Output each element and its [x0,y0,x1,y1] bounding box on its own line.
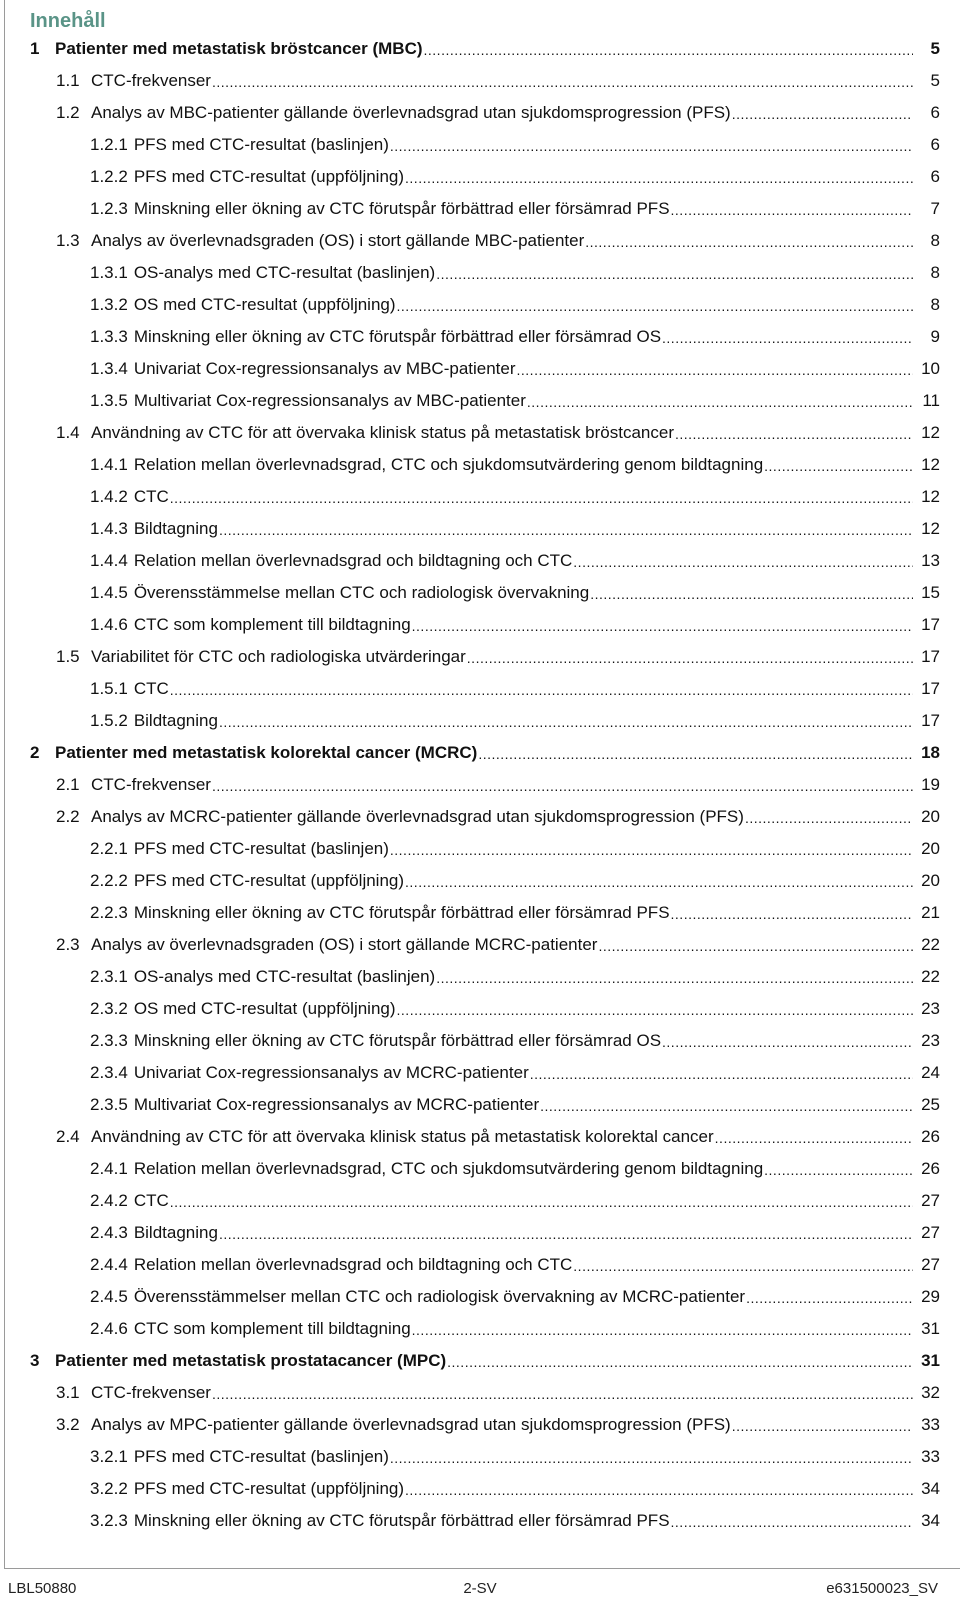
footer-page-number: 2-SV [463,1580,497,1597]
toc-entry-page: 23 [921,999,940,1018]
toc-entry-number: 1.3.5 [90,391,128,410]
dot-leader [170,1185,913,1217]
toc-entry-page: 8 [930,295,940,314]
toc-entry-page: 19 [921,775,940,794]
dot-leader [746,1281,913,1313]
toc-entry-title: Användning av CTC för att övervaka klinisk status på metastatisk bröstcancer [91,423,674,442]
toc-entry-number: 1.4 [56,423,80,442]
toc-entry-number: 2.1 [56,775,80,794]
toc-entry-page: 6 [930,135,940,154]
toc-entry-page: 17 [921,679,940,698]
toc-entry-title: PFS med CTC-resultat (baslinjen) [133,135,389,154]
toc-entry-page: 17 [921,647,940,666]
toc-entry[interactable] [0,1217,960,1249]
toc-entry-title: CTC [133,679,169,698]
toc-entry-number: 2.3.1 [90,967,128,986]
dot-leader [573,545,913,577]
toc-entry-number: 1.2 [56,103,80,122]
dot-leader [598,929,913,961]
toc-entry[interactable] [0,705,960,737]
dot-leader [219,705,913,737]
toc-entry[interactable] [0,609,960,641]
toc-entry-number: 1.3 [56,231,80,250]
toc-entry-title: Relation mellan överlevnadsgrad, CTC och sjukdomsutvärdering genom bildtagning [133,1159,764,1178]
toc-entry-number: 2.4.2 [90,1191,128,1210]
toc-entry-number: 1.5.2 [90,711,128,730]
dot-leader [732,97,913,129]
toc-entry-page: 6 [930,103,940,122]
toc-entry-page: 23 [921,1031,940,1050]
toc-entry-number: 2.3 [56,935,80,954]
toc-entry-title: Bildtagning [133,711,218,730]
footer-document-code: LBL50880 [8,1580,77,1597]
toc-entry-title: Analys av MBC-patienter gällande överlevnadsgrad utan sjukdomsprogression (PFS) [91,103,731,122]
dot-leader [478,737,913,769]
toc-entry[interactable] [0,1473,960,1505]
toc-entry-title: Minskning eller ökning av CTC förutspår förbättrad eller försämrad PFS [133,199,670,218]
toc-entry-title: Minskning eller ökning av CTC förutspår förbättrad eller försämrad OS [133,327,662,346]
dot-leader [585,225,913,257]
toc-entry-number: 2.4.1 [90,1159,128,1178]
dot-leader [390,129,913,161]
toc-entry-number: 1.4.3 [90,519,128,538]
toc-entry-number: 1.1 [56,71,80,90]
dot-leader [527,385,913,417]
toc-entry[interactable] [0,545,960,577]
toc-entry-title: Patienter med metastatisk bröstcancer (MBC) [55,39,423,58]
toc-entry-title: Univariat Cox-regressionsanalys av MBC-patienter [133,359,516,378]
dot-leader [405,161,913,193]
toc-entry-number: 2.3.2 [90,999,128,1018]
toc-entry-page: 31 [921,1319,940,1338]
toc-entry[interactable] [0,961,960,993]
toc-entry-title: CTC [133,1191,169,1210]
toc-entry-page: 12 [921,455,940,474]
toc-entry[interactable] [0,65,960,97]
toc-entry[interactable] [0,225,960,257]
toc-entry-title: CTC [133,487,169,506]
toc-entry-number: 2.2.3 [90,903,128,922]
toc-entry-page: 6 [930,167,940,186]
dot-leader [212,769,913,801]
toc-entry-number: 1.3.4 [90,359,128,378]
toc-entry[interactable] [0,193,960,225]
toc-entry-number: 3 [30,1351,40,1370]
toc-entry-number: 1.4.4 [90,551,128,570]
toc-entry-page: 26 [921,1159,940,1178]
toc-entry-number: 1.3.1 [90,263,128,282]
toc-entry[interactable] [0,1345,960,1377]
dot-leader [517,353,913,385]
toc-entry-number: 2.4.6 [90,1319,128,1338]
toc-entry-page: 15 [921,583,940,602]
toc-entry[interactable] [0,577,960,609]
toc-entry[interactable] [0,1057,960,1089]
dot-leader [662,321,913,353]
toc-entry-number: 2.3.4 [90,1063,128,1082]
toc-entry-title: Univariat Cox-regressionsanalys av MCRC-patienter [133,1063,529,1082]
dot-leader [662,1025,913,1057]
toc-entry-page: 31 [921,1351,940,1370]
dot-leader [764,1153,913,1185]
toc-entry-number: 2.2.1 [90,839,128,858]
toc-entry-title: Minskning eller ökning av CTC förutspår förbättrad eller försämrad PFS [133,1511,670,1530]
toc-entry-number: 3.2.1 [90,1447,128,1466]
toc-entry-number: 1.2.3 [90,199,128,218]
toc-entry-page: 26 [921,1127,940,1146]
toc-entry-title: Analys av överlevnadsgraden (OS) i stort gällande MCRC-patienter [91,935,598,954]
toc-entry-number: 3.1 [56,1383,80,1402]
toc-entry-title: Användning av CTC för att övervaka klinisk status på metastatisk kolorektal cancer [91,1127,714,1146]
dot-leader [540,1089,913,1121]
dot-leader [412,609,913,641]
dot-leader [671,193,913,225]
toc-entry[interactable] [0,417,960,449]
dot-leader [405,1473,913,1505]
toc-entry[interactable] [0,1313,960,1345]
dot-leader [212,65,913,97]
toc-entry[interactable] [0,33,960,65]
toc-entry-page: 13 [921,551,940,570]
toc-entry[interactable] [0,929,960,961]
toc-entry-title: Variabilitet för CTC och radiologiska utvärderingar [91,647,466,666]
toc-entry-page: 10 [921,359,940,378]
toc-entry-number: 2.4 [56,1127,80,1146]
dot-leader [447,1345,913,1377]
toc-entry-number: 2.4.5 [90,1287,128,1306]
toc-entry[interactable] [0,769,960,801]
toc-entry-title: Analys av överlevnadsgraden (OS) i stort gällande MBC-patienter [91,231,585,250]
dot-leader [390,833,913,865]
toc-entry-page: 11 [922,391,940,410]
table-of-contents [0,33,960,1537]
toc-entry[interactable] [0,833,960,865]
toc-entry-title: Bildtagning [133,1223,218,1242]
toc-entry-number: 2.3.5 [90,1095,128,1114]
toc-entry-page: 8 [930,263,940,282]
toc-entry-number: 2.4.4 [90,1255,128,1274]
toc-entry-number: 1.2.1 [90,135,128,154]
dot-leader [732,1409,913,1441]
dot-leader [170,481,913,513]
toc-entry-title: Minskning eller ökning av CTC förutspår förbättrad eller försämrad PFS [133,903,670,922]
toc-entry-page: 5 [930,71,940,90]
toc-entry[interactable] [0,1249,960,1281]
toc-entry-number: 1.4.1 [90,455,128,474]
toc-entry-number: 1.2.2 [90,167,128,186]
dot-leader [745,801,913,833]
toc-heading: Innehåll [30,10,106,32]
toc-entry[interactable] [0,1185,960,1217]
toc-entry-title: Bildtagning [133,519,218,538]
toc-entry[interactable] [0,1409,960,1441]
toc-entry-page: 29 [921,1287,940,1306]
dot-leader [424,33,913,65]
toc-entry[interactable] [0,897,960,929]
toc-entry-page: 9 [930,327,940,346]
toc-entry-title: PFS med CTC-resultat (uppföljning) [133,1479,405,1498]
toc-entry-title: CTC-frekvenser [91,1383,211,1402]
toc-entry[interactable] [0,161,960,193]
toc-entry-title: Multivariat Cox-regressionsanalys av MBC-patienter [133,391,526,410]
toc-entry[interactable] [0,865,960,897]
toc-entry-page: 22 [921,935,940,954]
dot-leader [412,1313,913,1345]
toc-entry-title: PFS med CTC-resultat (baslinjen) [133,1447,389,1466]
toc-entry-title: Relation mellan överlevnadsgrad och bildtagning och CTC [133,551,573,570]
dot-leader [436,961,913,993]
toc-entry-number: 2.4.3 [90,1223,128,1242]
toc-entry[interactable] [0,513,960,545]
toc-entry-title: Multivariat Cox-regressionsanalys av MCRC-patienter [133,1095,540,1114]
toc-entry-number: 1 [30,39,40,58]
toc-entry-number: 1.4.2 [90,487,128,506]
toc-entry-page: 27 [921,1255,940,1274]
toc-entry[interactable] [0,321,960,353]
toc-entry[interactable] [0,1281,960,1313]
toc-entry-page: 20 [921,807,940,826]
toc-entry-title: CTC-frekvenser [91,775,211,794]
toc-entry-title: OS-analys med CTC-resultat (baslinjen) [133,263,436,282]
toc-entry-title: PFS med CTC-resultat (baslinjen) [133,839,389,858]
toc-entry-page: 20 [921,871,940,890]
toc-entry-title: OS-analys med CTC-resultat (baslinjen) [133,967,436,986]
toc-entry-title: Analys av MPC-patienter gällande överlevnadsgrad utan sjukdomsprogression (PFS) [91,1415,731,1434]
dot-leader [212,1377,913,1409]
toc-entry-page: 17 [921,711,940,730]
toc-entry-title: Patienter med metastatisk prostatacancer (MPC) [55,1351,447,1370]
toc-entry-title: Patienter med metastatisk kolorektal cancer (MCRC) [55,743,478,762]
dot-leader [671,897,913,929]
toc-entry[interactable] [0,1153,960,1185]
toc-entry-title: Relation mellan överlevnadsgrad och bildtagning och CTC [133,1255,573,1274]
toc-entry-number: 1.5 [56,647,80,666]
toc-entry-title: Överensstämmelse mellan CTC och radiologisk övervakning [133,583,590,602]
toc-entry[interactable] [0,129,960,161]
toc-entry-title: PFS med CTC-resultat (uppföljning) [133,167,405,186]
toc-entry-page: 17 [921,615,940,634]
toc-entry[interactable] [0,993,960,1025]
dot-leader [530,1057,913,1089]
toc-entry-title: Analys av MCRC-patienter gällande överlevnadsgrad utan sjukdomsprogression (PFS) [91,807,744,826]
toc-entry-number: 1.4.5 [90,583,128,602]
toc-entry[interactable] [0,1089,960,1121]
toc-entry[interactable] [0,641,960,673]
toc-entry-page: 27 [921,1191,940,1210]
toc-entry-page: 22 [921,967,940,986]
toc-entry-title: Minskning eller ökning av CTC förutspår förbättrad eller försämrad OS [133,1031,662,1050]
toc-entry-title: CTC-frekvenser [91,71,211,90]
toc-entry-number: 3.2 [56,1415,80,1434]
toc-entry[interactable] [0,1441,960,1473]
toc-entry-page: 34 [921,1479,940,1498]
toc-entry-number: 1.3.2 [90,295,128,314]
toc-entry-page: 24 [921,1063,940,1082]
toc-entry-number: 3.2.3 [90,1511,128,1530]
toc-entry-page: 5 [930,39,940,58]
toc-entry-page: 33 [921,1447,940,1466]
dot-leader [397,993,913,1025]
toc-entry[interactable] [0,1505,960,1537]
toc-entry-page: 18 [921,743,940,762]
toc-entry-title: PFS med CTC-resultat (uppföljning) [133,871,405,890]
dot-leader [467,641,913,673]
dot-leader [590,577,913,609]
toc-entry-title: OS med CTC-resultat (uppföljning) [133,999,396,1018]
toc-entry-title: Relation mellan överlevnadsgrad, CTC och sjukdomsutvärdering genom bildtagning [133,455,764,474]
toc-entry-number: 2.2.2 [90,871,128,890]
dot-leader [390,1441,913,1473]
dot-leader [436,257,913,289]
dot-leader [675,417,913,449]
toc-entry[interactable] [0,385,960,417]
footer-revision-code: e631500023_SV [826,1580,938,1597]
toc-entry-title: CTC som komplement till bildtagning [133,1319,411,1338]
toc-entry-page: 12 [921,487,940,506]
dot-leader [764,449,913,481]
toc-entry-page: 33 [921,1415,940,1434]
toc-entry[interactable] [0,353,960,385]
toc-entry-number: 1.4.6 [90,615,128,634]
toc-entry-page: 8 [930,231,940,250]
dot-leader [573,1249,913,1281]
toc-entry[interactable] [0,449,960,481]
toc-entry[interactable] [0,1121,960,1153]
toc-entry-title: Överensstämmelser mellan CTC och radiologisk övervakning av MCRC-patienter [133,1287,746,1306]
toc-entry-number: 1.5.1 [90,679,128,698]
toc-entry-page: 21 [921,903,940,922]
page-footer [0,1580,960,1602]
dot-leader [170,673,913,705]
toc-entry-page: 12 [921,519,940,538]
toc-entry-page: 7 [930,199,940,218]
toc-entry-number: 2 [30,743,40,762]
dot-leader [219,1217,913,1249]
toc-entry[interactable] [0,257,960,289]
toc-entry-page: 32 [921,1383,940,1402]
dot-leader [715,1121,913,1153]
toc-entry-title: OS med CTC-resultat (uppföljning) [133,295,396,314]
toc-entry[interactable] [0,481,960,513]
dot-leader [671,1505,913,1537]
toc-entry-page: 34 [921,1511,940,1530]
toc-entry[interactable] [0,289,960,321]
toc-entry-number: 3.2.2 [90,1479,128,1498]
toc-entry[interactable] [0,737,960,769]
toc-entry-number: 2.3.3 [90,1031,128,1050]
dot-leader [397,289,913,321]
toc-entry-page: 25 [921,1095,940,1114]
toc-entry[interactable] [0,1377,960,1409]
footer-rule [4,1568,960,1569]
toc-entry-number: 2.2 [56,807,80,826]
toc-entry[interactable] [0,1025,960,1057]
toc-entry[interactable] [0,801,960,833]
toc-entry-number: 1.3.3 [90,327,128,346]
dot-leader [405,865,913,897]
toc-entry-page: 27 [921,1223,940,1242]
toc-entry[interactable] [0,673,960,705]
toc-entry-page: 20 [921,839,940,858]
toc-entry-page: 12 [921,423,940,442]
toc-entry-title: CTC som komplement till bildtagning [133,615,411,634]
toc-entry[interactable] [0,97,960,129]
dot-leader [219,513,913,545]
